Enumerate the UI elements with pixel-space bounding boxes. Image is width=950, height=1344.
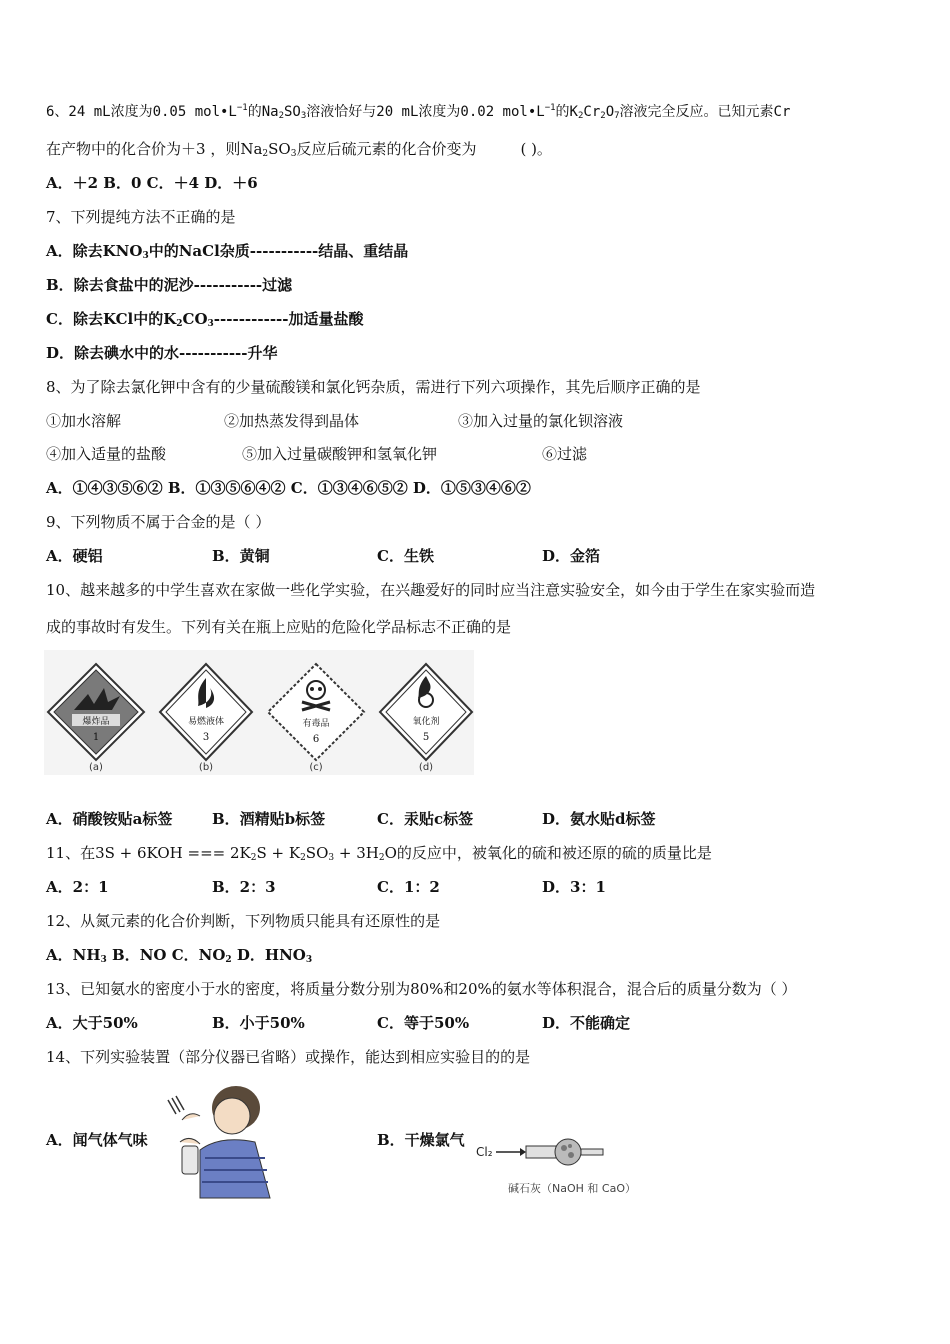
cl2-label: Cl₂ — [476, 1145, 493, 1159]
q11-text: 11、在3S + 6KOH === 2K — [46, 844, 251, 862]
q7-option-b: B．除去食盐中的泥沙-----------过滤 — [46, 276, 293, 294]
hazard-labels-figure — [44, 650, 474, 775]
q9-option-b: B．黄铜 — [212, 547, 270, 565]
q10-option-b: B．酒精贴b标签 — [212, 810, 326, 828]
q7-option-a: A．除去$KNO_3$中的NaCl杂质-----------结晶、重结晶 — [46, 242, 409, 261]
label-a-num: 1 — [92, 732, 100, 743]
q7-option-d: D．除去碘水中的水-----------升华 — [46, 344, 278, 362]
q8-step-1: ①加水溶解 — [46, 412, 122, 430]
q14-option-b: B．干燥氯气 — [377, 1131, 465, 1149]
q6-sub: 2 — [600, 111, 606, 121]
q6-options: A．＋2 B．0 C．＋4 D．＋6 — [46, 174, 258, 192]
q11-text: + 3H — [334, 844, 379, 862]
q7-stem: 7、下列提纯方法不正确的是 — [46, 208, 236, 226]
q8-step-5: ⑤加入过量碳酸钾和氢氧化钾 — [242, 445, 438, 463]
q6-sub: 2 — [577, 111, 584, 121]
q9-option-d: D．金箔 — [542, 547, 601, 565]
q6-sub: 3 — [300, 111, 307, 121]
q6-sub: 2 — [262, 149, 269, 159]
q11-option-b: B．2：3 — [212, 878, 276, 896]
q8-step-3: ③加入过量的氯化钡溶液 — [458, 412, 624, 430]
q11-text: SO — [305, 844, 329, 862]
q13-stem: 13、已知氨水的密度小于水的密度，将质量分数分别为80%和20%的氨水等体积混合，混合后的质量分数为（ ） — [46, 980, 797, 998]
q14-option-a: A．闻气体气味 — [46, 1131, 148, 1149]
q11-stem: 11、在3S + 6KOH === $2K_2S + K_2SO_3 + 3H_2O$的反应中，被氧化的硫和被还原的硫的质量比是 — [46, 844, 712, 863]
q6-text: 的Na — [247, 104, 279, 120]
q7-text: A．除去KNO — [46, 242, 143, 260]
q8-step-2: ②加热蒸发得到晶体 — [224, 412, 360, 430]
q14-stem: 14、下列实验装置（部分仪器已省略）或操作，能达到相应实验目的的是 — [46, 1048, 531, 1066]
q10-option-a: A．硝酸铵贴a标签 — [46, 810, 173, 828]
q6-line1 — [46, 102, 790, 122]
q11-option-c: C．1：2 — [377, 878, 440, 896]
label-c-num: 6 — [312, 734, 320, 745]
q13-option-c: C．等于50% — [377, 1014, 470, 1032]
label-b-caption: (b) — [198, 762, 214, 773]
q7-text: ------------加适量盐酸 — [213, 310, 364, 328]
smelling-gas-illustration-icon — [160, 1080, 280, 1200]
q6-text: 的K — [555, 104, 578, 120]
q12-text: B．NO C．NO — [106, 946, 226, 964]
label-a-name: 爆炸品 — [82, 717, 110, 727]
q11-text: S + K — [256, 844, 301, 862]
q10-stem-line1: 10、越来越多的中学生喜欢在家做一些化学实验，在兴趣爱好的同时应当注意实验安全，如今由于学生在家实验而造 — [46, 581, 816, 599]
q6-sub: 2 — [278, 111, 284, 121]
q6-text: SO — [268, 140, 291, 158]
q6-text: 在产物中的化合价为＋3 ，则Na — [46, 140, 263, 158]
q6-sub: 3 — [290, 149, 297, 159]
q6-text: 6、24 mL浓度为0.05 mol•L — [46, 104, 237, 120]
q8-stem: 8、为了除去氯化钾中含有的少量硫酸镁和氯化钙杂质，需进行下列六项操作，其先后顺序正确的是 — [46, 378, 701, 396]
q6-sup: −1 — [544, 103, 556, 113]
q12-stem: 12、从氮元素的化合价判断，下列物质只能具有还原性的是 — [46, 912, 441, 930]
label-c-name: 有毒品 — [302, 719, 330, 729]
label-d-caption: (d) — [418, 762, 434, 773]
q12-text: D．HNO — [231, 946, 306, 964]
q10-option-d: D．氨水贴d标签 — [542, 810, 656, 828]
q6-text: 溶液恰好与20 mL浓度为0.02 mol•L — [306, 104, 545, 120]
q6-line2 — [46, 139, 552, 159]
q10-option-c: C．汞贴c标签 — [377, 810, 474, 828]
q7-text: C．除去KCl中的K — [46, 310, 177, 328]
q6-sup: −1 — [236, 103, 248, 113]
q12-text: A．NH — [46, 946, 101, 964]
q11-option-d: D．3：1 — [542, 878, 606, 896]
label-b-num: 3 — [202, 732, 210, 743]
q7-option-c: C．除去KCl中的$K_2CO_3------------$加适量盐酸 — [46, 310, 364, 329]
label-d-name: 氧化剂 — [412, 717, 440, 727]
drying-tube-illustration-icon — [470, 1130, 680, 1202]
q8-options: A．①④③⑤⑥② B．①③⑤⑥④② C．①③④⑥⑤② D．①⑤③④⑥② — [46, 479, 531, 497]
q11-option-a: A．2：1 — [46, 878, 109, 896]
q6-text: Cr — [583, 104, 601, 120]
q8-step-6: ⑥过滤 — [542, 445, 588, 463]
q7-text: 中的NaCl杂质-----------结晶、重结晶 — [148, 242, 409, 260]
q12-options: A．$NH_3$ B．NO C．$NO_2$ D．$HNO_3$ — [46, 946, 313, 965]
q6-sub: 7 — [614, 111, 620, 121]
q13-option-d: D．不能确定 — [542, 1014, 631, 1032]
q6-text: O — [605, 104, 615, 120]
label-c-caption: (c) — [309, 762, 323, 773]
label-b-name: 易燃液体 — [187, 717, 225, 727]
q13-option-b: B．小于50% — [212, 1014, 305, 1032]
q6-text: 溶液完全反应。已知元素Cr — [619, 104, 791, 120]
q6-text: SO — [283, 104, 301, 120]
q9-option-a: A．硬铝 — [46, 547, 103, 565]
label-d-num: 5 — [422, 732, 430, 743]
q8-step-4: ④加入适量的盐酸 — [46, 445, 167, 463]
q10-stem-line2: 成的事故时有发生。下列有关在瓶上应贴的危险化学品标志不正确的是 — [46, 618, 512, 636]
q13-option-a: A．大于50% — [46, 1014, 138, 1032]
q6-text: 反应后硫元素的化合价变为 — [296, 140, 477, 158]
q7-text: CO — [182, 310, 208, 328]
q11-text: O的反应中，被氧化的硫和被还原的硫的质量比是 — [384, 844, 712, 862]
q9-stem: 9、下列物质不属于合金的是（ ） — [46, 513, 271, 531]
drying-agent-caption: 碱石灰（NaOH 和 CaO） — [508, 1182, 636, 1195]
label-a-caption: (a) — [89, 762, 103, 773]
q9-option-c: C．生铁 — [377, 547, 434, 565]
q6-blank: ( )。 — [520, 140, 552, 158]
